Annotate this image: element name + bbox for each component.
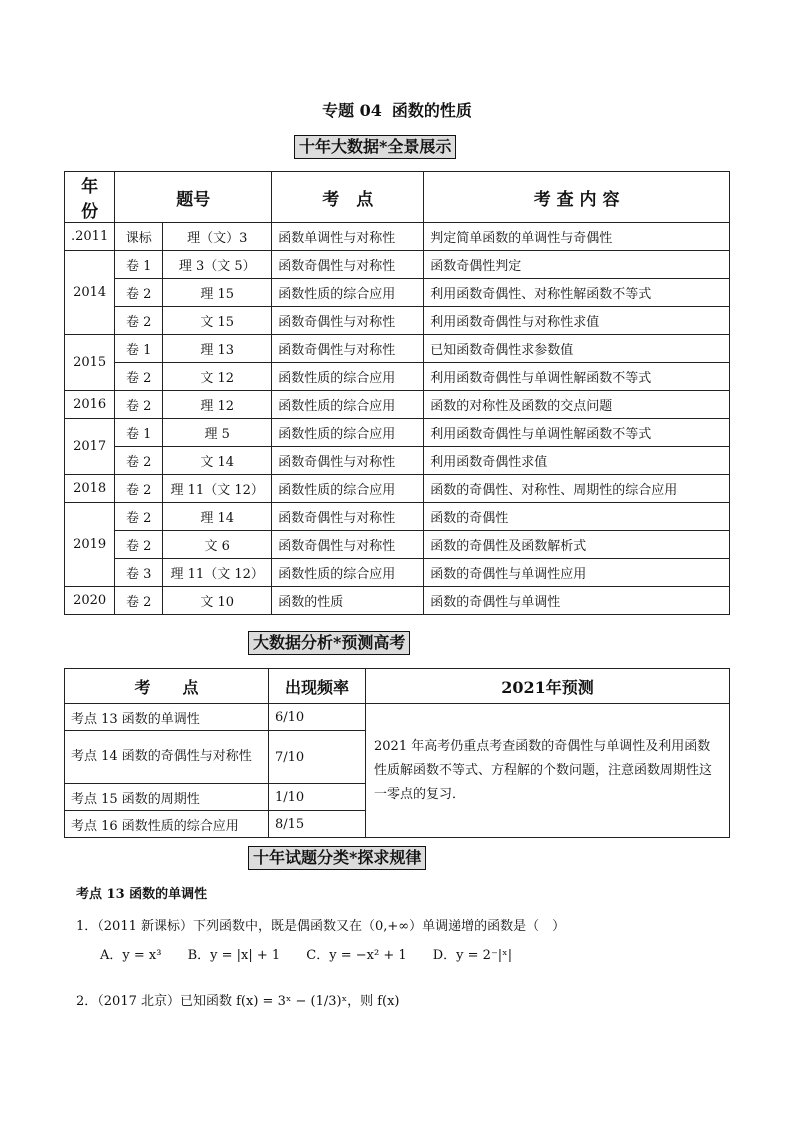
cell-num: 理 12 xyxy=(163,391,272,419)
cell-vol: 卷 2 xyxy=(115,587,163,615)
cell-point: 函数性质的综合应用 xyxy=(272,363,424,391)
cell-year: 2016 xyxy=(65,391,115,419)
table-header-row xyxy=(65,172,730,223)
cell-num: 理 3（文 5） xyxy=(163,251,272,279)
header-content: 考 查 内 容 xyxy=(424,172,730,223)
cell-point: 考点 15 函数的周期性 xyxy=(65,784,269,811)
cell-vol: 卷 2 xyxy=(115,475,163,503)
cell-content: 函数的奇偶性及函数解析式 xyxy=(424,531,730,559)
cell-point: 函数的性质 xyxy=(272,587,424,615)
cell-point: 考点 13 函数的单调性 xyxy=(65,704,269,731)
cell-content: 利用函数奇偶性与单调性解函数不等式 xyxy=(424,363,730,391)
cell-content: 利用函数奇偶性与对称性求值 xyxy=(424,307,730,335)
cell-point: 函数奇偶性与对称性 xyxy=(272,447,424,475)
header-year: 年 份 xyxy=(65,172,115,223)
cell-vol: 卷 2 xyxy=(115,363,163,391)
table-row xyxy=(65,531,730,559)
table-row xyxy=(65,447,730,475)
cell-content: 判定简单函数的单调性与奇偶性 xyxy=(424,223,730,251)
cell-year: 2018 xyxy=(65,475,115,503)
table-row xyxy=(65,223,730,251)
table-row xyxy=(65,251,730,279)
section-heading: 考点 13 函数的单调性 xyxy=(76,887,208,902)
header-prediction: 2021年预测 xyxy=(366,669,730,704)
cell-num: 理 11（文 12） xyxy=(163,559,272,587)
header-point: 考 点 xyxy=(65,669,269,704)
cell-num: 文 10 xyxy=(163,587,272,615)
table-row xyxy=(65,503,730,531)
banner-classification: 十年试题分类*探求规律 xyxy=(248,846,426,870)
cell-num: 文 14 xyxy=(163,447,272,475)
cell-content: 利用函数奇偶性、对称性解函数不等式 xyxy=(424,279,730,307)
table-row xyxy=(65,335,730,363)
cell-vol: 卷 1 xyxy=(115,419,163,447)
cell-point: 考点 16 函数性质的综合应用 xyxy=(65,811,269,838)
cell-vol: 卷 2 xyxy=(115,503,163,531)
cell-frequency: 8/15 xyxy=(269,811,366,838)
cell-num: 理 13 xyxy=(163,335,272,363)
cell-point: 函数单调性与对称性 xyxy=(272,223,424,251)
cell-vol: 卷 2 xyxy=(115,307,163,335)
option-d: D．y = 2⁻|ˣ| xyxy=(432,948,513,963)
table-row xyxy=(65,391,730,419)
table-row xyxy=(65,279,730,307)
option-b: B．y = |x| + 1 xyxy=(187,948,281,963)
cell-point: 函数奇偶性与对称性 xyxy=(272,531,424,559)
cell-content: 函数的奇偶性与单调性 xyxy=(424,587,730,615)
cell-num: 理（文）3 xyxy=(163,223,272,251)
cell-year: 2017 xyxy=(65,419,115,475)
cell-point: 函数性质的综合应用 xyxy=(272,475,424,503)
cell-num: 文 15 xyxy=(163,307,272,335)
cell-content: 利用函数奇偶性求值 xyxy=(424,447,730,475)
cell-year: .2011 xyxy=(65,223,115,251)
cell-point: 函数性质的综合应用 xyxy=(272,391,424,419)
cell-point: 函数性质的综合应用 xyxy=(272,279,424,307)
cell-vol: 卷 2 xyxy=(115,391,163,419)
table-row xyxy=(65,419,730,447)
option-a: A．y = x³ xyxy=(100,948,162,963)
page-title xyxy=(0,98,794,121)
cell-vol: 卷 3 xyxy=(115,559,163,587)
question-2-stem: 2．（2017 北京）已知函数 f(x) = 3ˣ − (1/3)ˣ，则 f(x) xyxy=(76,994,400,1009)
cell-vol: 卷 1 xyxy=(115,251,163,279)
cell-content: 函数的对称性及函数的交点问题 xyxy=(424,391,730,419)
table-row xyxy=(65,475,730,503)
title-sub: 函数的性质 xyxy=(391,101,472,120)
table-row xyxy=(65,587,730,615)
cell-point: 函数奇偶性与对称性 xyxy=(272,251,424,279)
cell-num: 理 14 xyxy=(163,503,272,531)
option-c: C．y = −x² + 1 xyxy=(306,948,407,963)
cell-year: 2019 xyxy=(65,503,115,587)
cell-content: 函数的奇偶性、对称性、周期性的综合应用 xyxy=(424,475,730,503)
title-main: 专题 04 xyxy=(322,101,382,120)
frequency-table xyxy=(64,668,730,838)
cell-year: 2014 xyxy=(65,251,115,335)
table-row xyxy=(65,704,730,731)
header-vol-num: 题号 xyxy=(115,172,272,223)
cell-vol: 课标 xyxy=(115,223,163,251)
cell-point: 函数性质的综合应用 xyxy=(272,419,424,447)
cell-year: 2015 xyxy=(65,335,115,391)
cell-num: 理 11（文 12） xyxy=(163,475,272,503)
header-point: 考 点 xyxy=(272,172,424,223)
cell-num: 理 15 xyxy=(163,279,272,307)
question-1-options xyxy=(100,944,534,963)
cell-content: 函数的奇偶性 xyxy=(424,503,730,531)
cell-frequency: 7/10 xyxy=(269,731,366,784)
question-1-stem: 1．（2011 新课标）下列函数中，既是偶函数又在（0,+∞）单调递增的函数是（ ） xyxy=(76,919,566,934)
table-row xyxy=(65,559,730,587)
banner-overview: 十年大数据*全景展示 xyxy=(294,135,456,159)
cell-year: 2020 xyxy=(65,587,115,615)
cell-vol: 卷 1 xyxy=(115,335,163,363)
cell-point: 函数奇偶性与对称性 xyxy=(272,307,424,335)
cell-point: 函数奇偶性与对称性 xyxy=(272,335,424,363)
cell-content: 已知函数奇偶性求参数值 xyxy=(424,335,730,363)
cell-num: 文 6 xyxy=(163,531,272,559)
cell-content: 函数的奇偶性与单调性应用 xyxy=(424,559,730,587)
header-frequency: 出现频率 xyxy=(269,669,366,704)
cell-point: 函数性质的综合应用 xyxy=(272,559,424,587)
cell-num: 理 5 xyxy=(163,419,272,447)
cell-vol: 卷 2 xyxy=(115,447,163,475)
cell-frequency: 6/10 xyxy=(269,704,366,731)
cell-point: 函数奇偶性与对称性 xyxy=(272,503,424,531)
banner-analysis: 大数据分析*预测高考 xyxy=(248,631,410,655)
exam-history-table xyxy=(64,171,730,615)
table-row xyxy=(65,363,730,391)
cell-content: 利用函数奇偶性与单调性解函数不等式 xyxy=(424,419,730,447)
cell-num: 文 12 xyxy=(163,363,272,391)
cell-content: 函数奇偶性判定 xyxy=(424,251,730,279)
table-header-row xyxy=(65,669,730,704)
cell-point: 考点 14 函数的奇偶性与对称性 xyxy=(65,731,269,784)
prediction-text: 2021 年高考仍重点考查函数的奇偶性与单调性及利用函数性质解函数不等式、方程解的个数问题，注意函数周期性这一零点的复习． xyxy=(366,704,730,838)
cell-vol: 卷 2 xyxy=(115,279,163,307)
cell-vol: 卷 2 xyxy=(115,531,163,559)
cell-frequency: 1/10 xyxy=(269,784,366,811)
table-row xyxy=(65,307,730,335)
